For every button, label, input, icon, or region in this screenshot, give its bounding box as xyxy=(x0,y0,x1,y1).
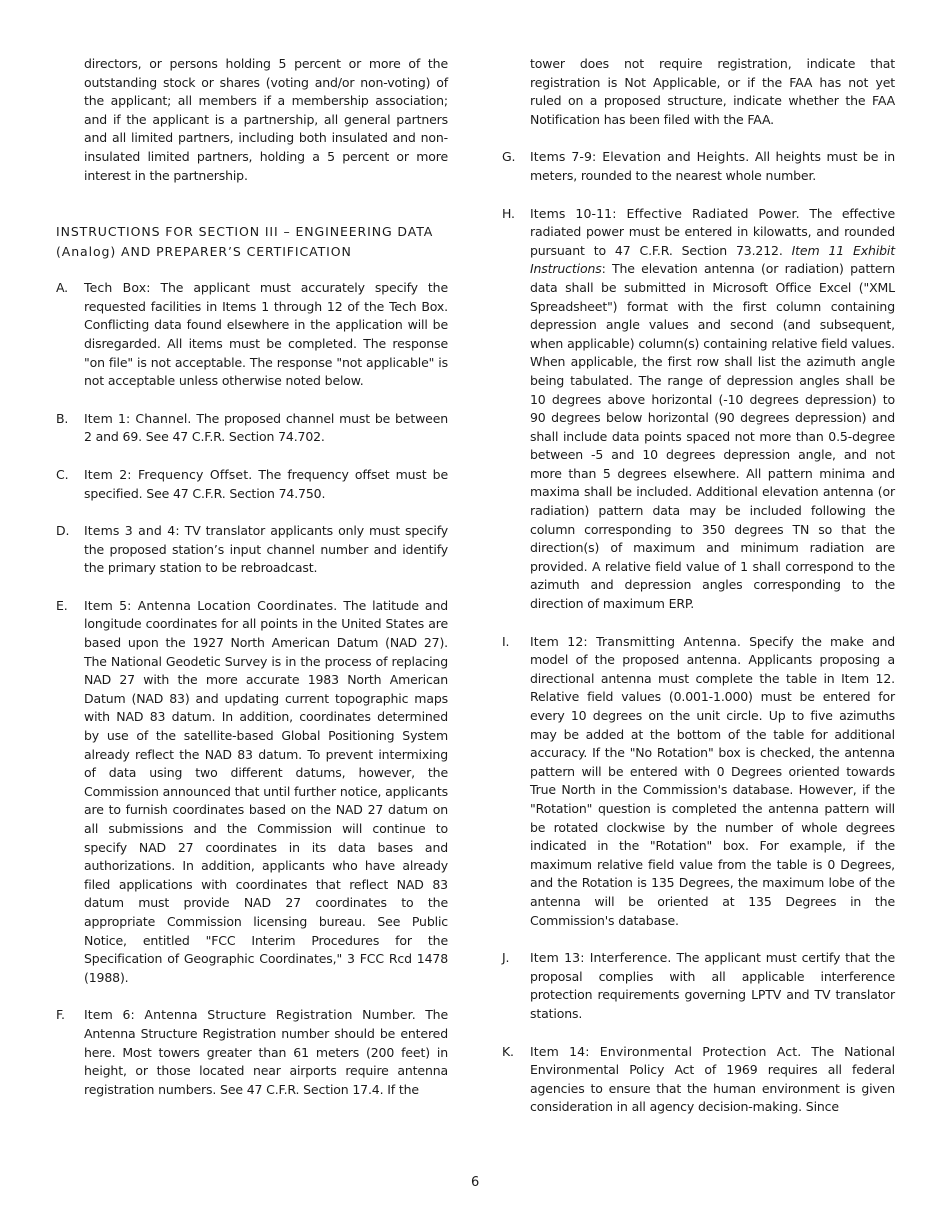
instruction-item-k xyxy=(502,1043,895,1117)
instruction-item-j xyxy=(502,949,895,1023)
item-heading: Items 10-11: Effective Radiated Power. xyxy=(530,205,800,221)
item-letter: D. xyxy=(56,523,70,539)
item-body: The frequency offset must be specified. See 47 C.F.R. Section 74.750. xyxy=(84,466,448,501)
item-heading: Items 3 and 4: xyxy=(84,523,180,539)
item-body: TV translator applicants only must specify the proposed station’s input channel number and identify the primary station to be rebroadcast. xyxy=(84,523,449,576)
instruction-item-b xyxy=(56,410,448,447)
item-heading: Item 2: Frequency Offset. xyxy=(84,466,253,482)
item-body: The National Environmental Policy Act of 1969 requires all federal agencies to ensure that the human environment is given consideration in all agency decision-making. Since xyxy=(530,1043,895,1115)
instruction-item-g xyxy=(502,148,895,185)
item-body: The latitude and longitude coordinates for all points in the United States are based upon the 1927 North American Datum (NAD 27). The National Geodetic Survey is in the process of replacing NAD 27 with the more accurate 1983 North American Datum (NAD 83) and updating current topographic maps with NAD 83 datum. In addition, coordinates determined by use of the satellite-based Global Positioning System already reflect the NAD 83 datum. To prevent intermixing of data using two different datums, however, the Commission announced that until further notice, applicants are to furnish coordinates based on the NAD 27 datum on all submissions and the Commission will continue to specify NAD 27 coordinates in its data bases and authorizations. In addition, applicants who have already filed applications with coordinates that reflect NAD 83 datum must provide NAD 27 coordinates to the appropriate Commission licensing bureau. See Public Notice, entitled "FCC Interim Procedures for the Specification of Geographic Coordinates," 3 FCC Rcd 1478 (1988). xyxy=(84,597,448,985)
item-heading: Tech Box: xyxy=(84,280,151,296)
instruction-item-i xyxy=(502,633,895,931)
item-letter: I. xyxy=(502,633,510,649)
item-exhibit-instructions: Item 11 Exhibit Instructions xyxy=(530,242,895,277)
item-heading: Item 6: Antenna Structure Registration Number. xyxy=(84,1007,416,1023)
instruction-item-d xyxy=(56,522,448,578)
item-heading: Item 1: Channel. xyxy=(84,410,192,426)
instruction-item-c xyxy=(56,466,448,503)
item-body-continued: : The elevation antenna (or radiation) pattern data shall be submitted in Microsoft Office Excel ("XML Spreadsheet") format with the first column containing depression angle values and second (and subsequent, when applicable) column(s) containing relative field values. When applicable, the first row shall list the azimuth angle being tabulated. The range of depression angles shall be 10 degrees above horizontal (-10 degrees depression) to 90 degrees below horizontal (90 degrees depression) and shall include data points spaced not more than 0.5-degree between -5 and 10 degrees depression angle, and not more than 5 degrees elsewhere. All pattern minima and maxima shall be included. Additional elevation antenna (or radiation) pattern data may be included following the column corresponding to 350 degrees TN so that the direction(s) of maximum and minimum radiation are provided. A relative field value of 1 shall correspond to the azimuth and depression angles corresponding to the direction of maximum ERP. xyxy=(530,261,895,612)
right-column xyxy=(502,55,895,1117)
item-letter: K. xyxy=(502,1043,514,1059)
item-heading: Item 5: Antenna Location Coordinates. xyxy=(84,597,338,613)
item-letter: J. xyxy=(502,950,510,966)
item-body: All heights must be in meters, rounded to the nearest whole number. xyxy=(530,149,895,183)
item-letter: C. xyxy=(56,466,69,482)
item-body: The proposed channel must be between 2 and 69. See 47 C.F.R. Section 74.702. xyxy=(84,410,449,445)
item-f-continuation: tower does not require registration, indicate that registration is Not Applicable, or if the FAA has not yet ruled on a proposed structure, indicate whether the FAA Notification has been filed with the FAA. xyxy=(530,56,895,127)
section-heading: INSTRUCTIONS FOR SECTION III – ENGINEERING DATA (Analog) AND PREPARER’S CERTIFICATION xyxy=(56,224,434,259)
page-number: 6 xyxy=(470,1175,480,1190)
item-letter: A. xyxy=(56,280,69,296)
item-heading: Item 13: Interference. xyxy=(530,950,672,966)
instruction-item-h xyxy=(502,205,895,614)
item-body: The applicant must certify that the proposal complies with all applicable interference protection requirements governing LPTV and TV translator stations. xyxy=(530,950,895,1021)
left-column xyxy=(56,55,448,1099)
instruction-item-a xyxy=(56,279,448,391)
item-body: The Antenna Structure Registration number should be entered here. Most towers greater than 61 meters (200 feet) in height, or those located near airports require antenna registration numbers. See 47 C.F.R. Section 17.4. If the xyxy=(84,1007,448,1097)
item-letter: G. xyxy=(502,149,516,165)
item-body: The effective radiated power must be entered in kilowatts, and rounded pursuant to 47 C.F.R. Section 73.212. xyxy=(530,205,895,258)
item-heading: Item 12: Transmitting Antenna. xyxy=(530,633,741,649)
item-letter: B. xyxy=(56,410,69,426)
instruction-item-f xyxy=(56,1006,448,1099)
item-heading: Items 7-9: Elevation and Heights. xyxy=(530,149,750,165)
item-body: Specify the make and model of the proposed antenna. Applicants proposing a directional antenna must complete the table in Item 12. Relative field values (0.001-1.000) must be entered for every 10 degrees on the unit circle. Up to five azimuths may be added at the bottom of the table for additional accuracy. If the "No Rotation" box is checked, the antenna pattern will be entered with 0 Degrees oriented towards True North in the Commission's database. However, if the "Rotation" question is completed the antenna pattern will be rotated clockwise by the number of whole degrees indicated in the "Rotation" box. For example, if the maximum relative field value from the table is 0 Degrees, and the Rotation is 135 Degrees, the maximum lobe of the antenna will be oriented at 135 Degrees in the Commission's database. xyxy=(530,633,895,928)
item-letter: H. xyxy=(502,205,515,221)
instruction-item-e xyxy=(56,597,448,987)
item-letter: F. xyxy=(56,1007,65,1023)
item-body: The applicant must accurately specify the requested facilities in Items 1 through 12 of the Tech Box. Conflicting data found elsewhere in the application will be disregarded. All items must be completed. The response "on file" is not acceptable. The response "not applicable" is not acceptable unless otherwise noted below. xyxy=(84,280,448,389)
intro-continuation: directors, or persons holding 5 percent or more of the outstanding stock or shares (voting and/or non-voting) of the applicant; all members if a membership association; and if the applicant is a partnership, all general partners and all limited partners, including both insulated and non-insulated limited partners, holding a 5 percent or more interest in the partnership. xyxy=(84,56,448,183)
item-heading: Item 14: Environmental Protection Act. xyxy=(530,1043,802,1059)
item-letter: E. xyxy=(56,597,68,613)
